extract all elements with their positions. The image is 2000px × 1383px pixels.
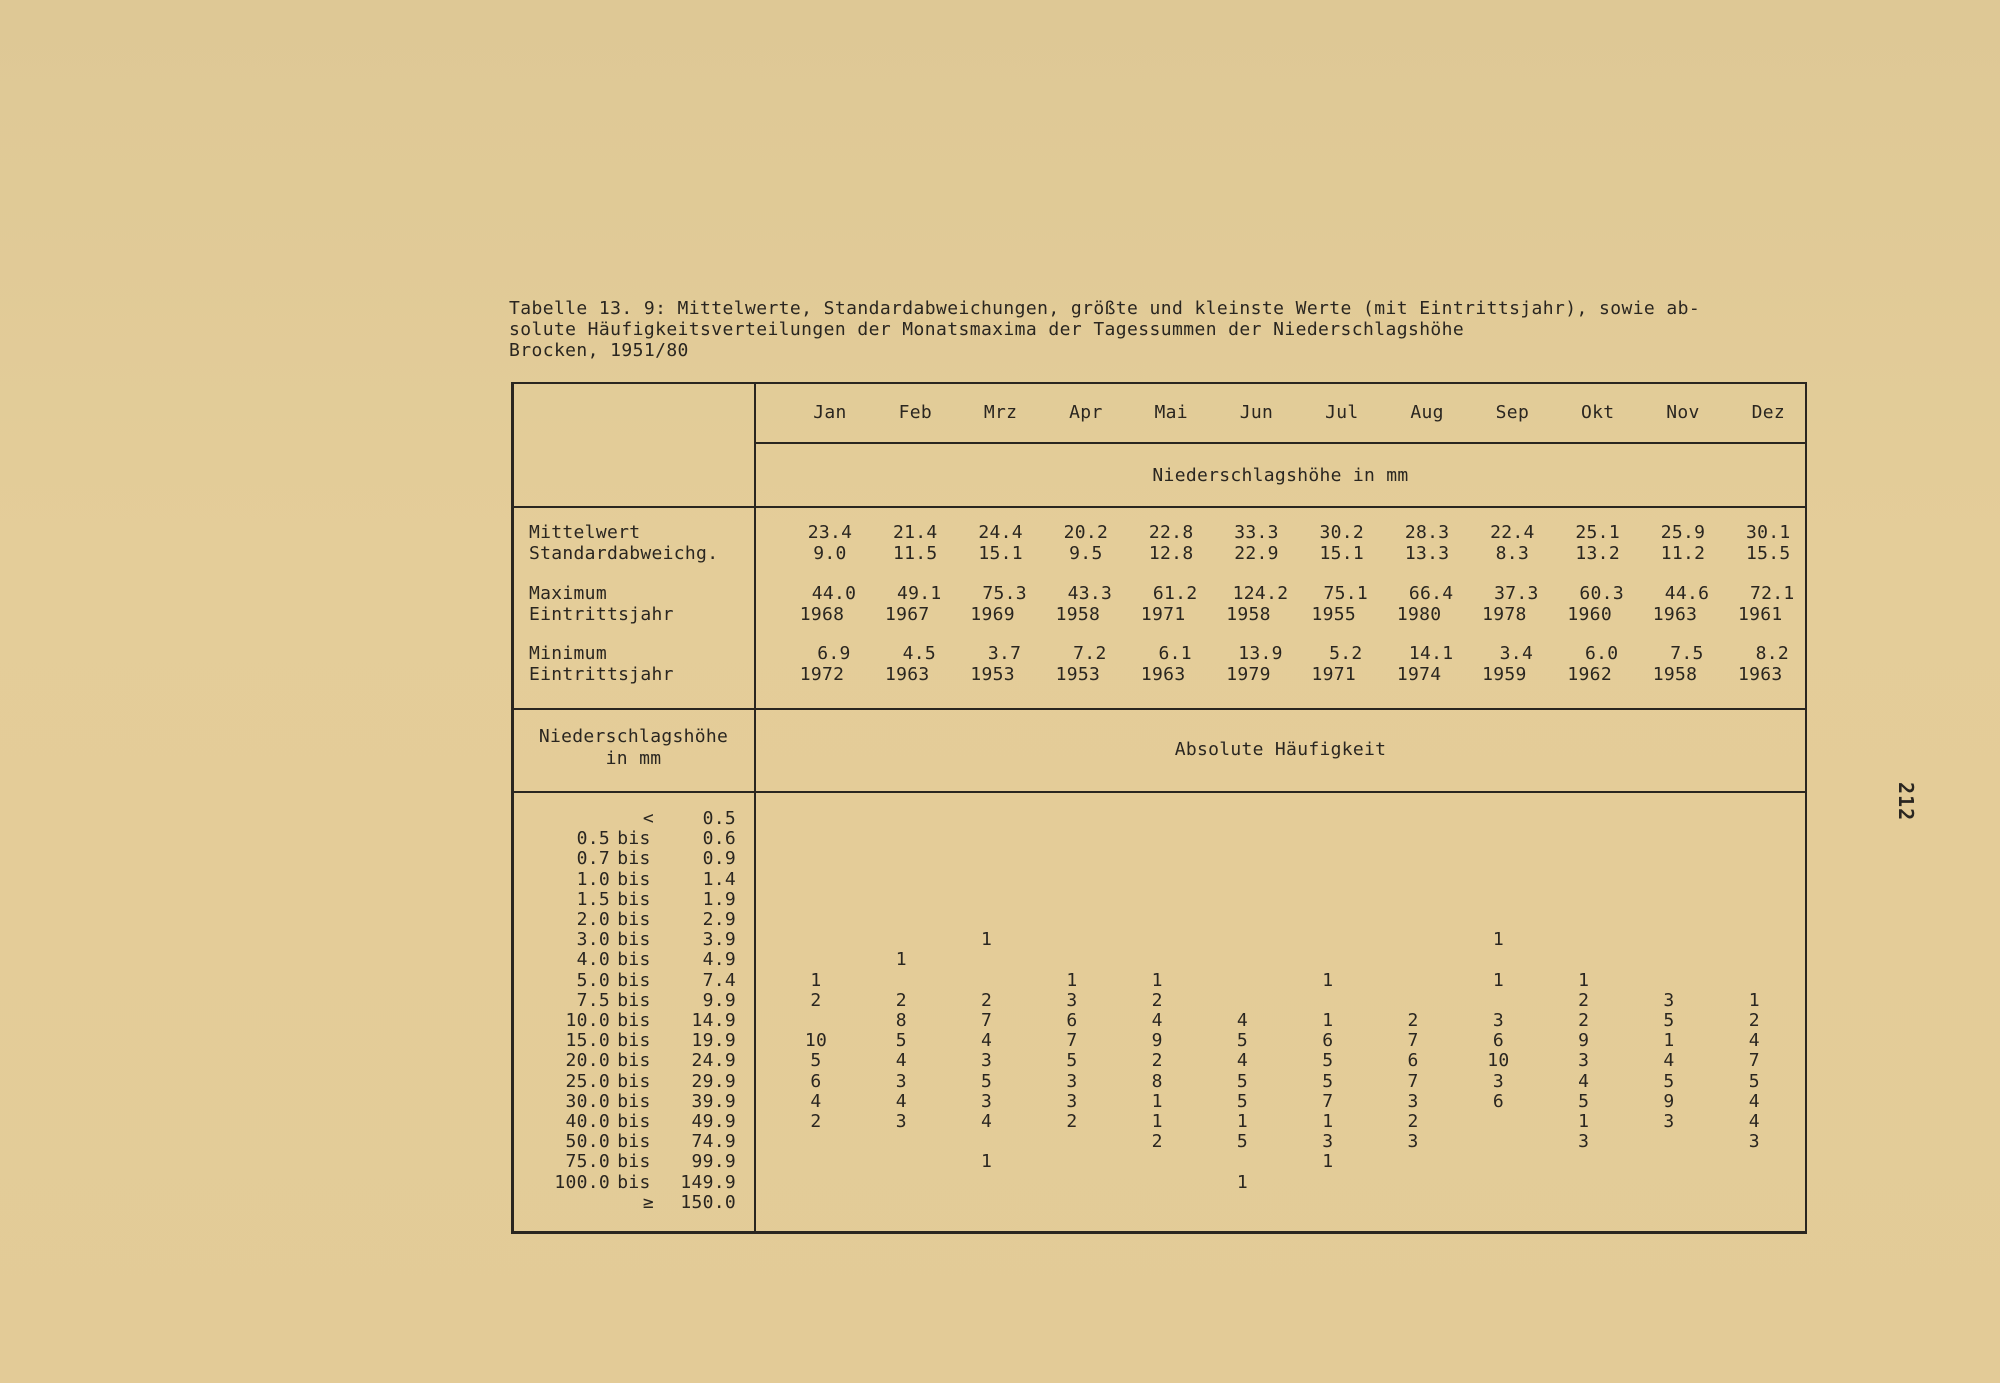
frequency-count: 7: [1748, 1050, 1760, 1072]
class-lower-bound: 0.5: [576, 828, 610, 850]
frequency-count: 5: [1322, 1070, 1334, 1092]
frequency-count: 3: [1663, 989, 1675, 1011]
minimum-value: 14.1: [1408, 643, 1454, 664]
frequency-count: 5: [1578, 1090, 1590, 1112]
caption-line-1: Tabelle 13. 9: Mittelwerte, Standardabweichungen, größte und kleinste Werte (mit Eintrittsjahr), sowie ab-: [509, 298, 1701, 319]
frequency-count: 5: [1236, 1090, 1249, 1112]
frequency-count: 3: [1066, 1090, 1078, 1112]
label-max-jahr: Eintrittsjahr: [529, 604, 674, 625]
maximum-value: 75.1: [1323, 583, 1369, 604]
frequency-count: 1: [1322, 1151, 1334, 1173]
class-lower-bound: 2.0: [576, 909, 610, 930]
min_jahr-value: 1963: [885, 664, 930, 685]
frequency-count: 1: [1066, 969, 1078, 991]
frequency-count: 4: [981, 1111, 993, 1132]
class-lower-bound: 0.7: [576, 848, 610, 870]
frequency-count: 4: [1748, 1111, 1760, 1132]
mittelwert-value: 28.3: [1404, 522, 1450, 543]
class-lower-bound: 10.0: [565, 1010, 610, 1031]
frequency-count: 4: [981, 1030, 993, 1052]
class-operator: ≥: [642, 1191, 654, 1213]
mittelwert-value: 21.4: [893, 522, 938, 543]
frequency-count: 3: [895, 1111, 907, 1132]
frequency-count: 1: [1748, 989, 1760, 1011]
freq-header-label-1: Niederschlagshöhe: [538, 726, 729, 747]
label-maximum: Maximum: [529, 583, 607, 604]
class-upper-bound: 150.0: [680, 1191, 736, 1213]
frequency-count: 3: [1578, 1050, 1590, 1072]
frequency-count: 3: [1407, 1090, 1419, 1112]
label-min-jahr: Eintrittsjahr: [529, 664, 674, 685]
class-upper-bound: 7.4: [702, 969, 736, 991]
class-operator: bis: [617, 848, 651, 870]
maximum-value: 44.6: [1664, 583, 1710, 604]
frequency-count: 8: [1151, 1070, 1163, 1092]
frequency-count: 1: [1236, 1111, 1249, 1132]
standardabw-value: 15.1: [978, 543, 1023, 564]
min_jahr-value: 1972: [799, 664, 845, 685]
frequency-count: 8: [895, 1010, 907, 1031]
frequency-count: 3: [1748, 1131, 1760, 1153]
class-operator: bis: [617, 1111, 651, 1132]
class-operator: bis: [617, 1131, 651, 1153]
mittelwert-value: 24.4: [978, 522, 1023, 543]
frequency-count: 5: [810, 1050, 822, 1072]
minimum-value: 6.1: [1158, 643, 1192, 664]
max_jahr-value: 1967: [885, 604, 930, 625]
frequency-count: 2: [810, 1111, 822, 1132]
frequency-count: 1: [1492, 929, 1504, 951]
class-upper-bound: 1.9: [702, 888, 736, 910]
standardabw-value: 9.5: [1069, 543, 1103, 564]
max_jahr-value: 1958: [1226, 604, 1271, 625]
label-standardabw: Standardabweichg.: [529, 543, 719, 564]
frequency-count: 4: [895, 1050, 907, 1072]
frequency-count: 1: [1322, 1111, 1334, 1132]
class-upper-bound: 149.9: [680, 1171, 736, 1193]
minimum-value: 8.2: [1755, 643, 1789, 664]
class-upper-bound: 0.9: [702, 848, 736, 870]
frequency-count: 4: [895, 1090, 907, 1112]
stats-bottom-rule: [513, 708, 1807, 710]
frequency-count: 7: [981, 1010, 993, 1031]
frequency-count: 9: [1151, 1030, 1163, 1052]
frequency-count: 2: [1578, 1010, 1590, 1031]
frequency-count: 6: [1492, 1030, 1504, 1052]
frequency-count: 1: [1578, 1111, 1590, 1132]
month-header-okt: Okt: [1580, 402, 1615, 423]
min_jahr-value: 1979: [1226, 664, 1271, 685]
min_jahr-value: 1963: [1140, 664, 1186, 685]
class-operator: bis: [617, 909, 651, 930]
caption-line-2: solute Häufigkeitsverteilungen der Monatsmaxima der Tagessummen der Niederschlagshöhe: [509, 319, 1465, 340]
class-operator: bis: [617, 1070, 651, 1092]
frequency-count: 3: [1663, 1111, 1675, 1132]
maximum-value: 37.3: [1494, 583, 1539, 604]
class-operator: bis: [617, 969, 651, 991]
frequency-count: 2: [981, 989, 993, 1011]
mittelwert-value: 22.4: [1490, 522, 1535, 543]
class-lower-bound: 20.0: [565, 1050, 610, 1072]
class-upper-bound: 0.6: [702, 828, 736, 850]
mittelwert-value: 30.1: [1746, 522, 1791, 543]
frequency-count: 5: [1322, 1050, 1334, 1072]
frequency-count: 5: [1236, 1030, 1249, 1052]
max_jahr-value: 1968: [799, 604, 845, 625]
maximum-value: 43.3: [1067, 583, 1113, 604]
class-operator: bis: [617, 1171, 651, 1193]
frequency-count: 3: [1322, 1131, 1334, 1153]
class-lower-bound: 100.0: [554, 1171, 610, 1193]
frequency-count: 1: [981, 1151, 993, 1173]
frequency-count: 4: [1663, 1050, 1675, 1072]
class-operator: bis: [617, 828, 651, 850]
class-upper-bound: 24.9: [691, 1050, 736, 1072]
mittelwert-value: 22.8: [1148, 522, 1194, 543]
max_jahr-value: 1971: [1140, 604, 1186, 625]
standardabw-value: 11.5: [893, 543, 938, 564]
min_jahr-value: 1971: [1311, 664, 1357, 685]
frequency-count: 1: [1663, 1030, 1675, 1052]
min_jahr-value: 1962: [1567, 664, 1612, 685]
month-header-dez: Dez: [1751, 402, 1785, 423]
frequency-count: 3: [1578, 1131, 1590, 1153]
frequency-count: 6: [1066, 1010, 1078, 1031]
label-minimum: Minimum: [529, 643, 607, 664]
class-lower-bound: 25.0: [565, 1070, 610, 1092]
frequency-count: 3: [1492, 1010, 1504, 1031]
maximum-value: 66.4: [1408, 583, 1454, 604]
frequency-count: 1: [1492, 969, 1504, 991]
class-operator: bis: [617, 888, 651, 910]
class-operator: bis: [617, 1010, 651, 1031]
frequency-count: 4: [1748, 1090, 1760, 1112]
min_jahr-value: 1963: [1738, 664, 1783, 685]
standardabw-value: 11.2: [1660, 543, 1706, 564]
max_jahr-value: 1958: [1055, 604, 1101, 625]
max_jahr-value: 1960: [1567, 604, 1612, 625]
month-header-mai: Mai: [1154, 402, 1188, 423]
class-operator: bis: [617, 1151, 651, 1173]
minimum-value: 13.9: [1238, 643, 1283, 664]
mittelwert-value: 30.2: [1319, 522, 1365, 543]
frequency-count: 7: [1066, 1030, 1078, 1052]
class-upper-bound: 14.9: [691, 1010, 736, 1031]
mittelwert-value: 25.9: [1660, 522, 1706, 543]
max_jahr-value: 1969: [970, 604, 1015, 625]
min_jahr-value: 1974: [1396, 664, 1442, 685]
standardabw-value: 15.5: [1746, 543, 1791, 564]
standardabw-value: 22.9: [1234, 543, 1279, 564]
class-upper-bound: 74.9: [691, 1131, 736, 1153]
frequency-count: 4: [1578, 1070, 1590, 1092]
frequency-count: 5: [1748, 1070, 1760, 1092]
month-header-jan: Jan: [813, 402, 847, 423]
frequency-count: 2: [1151, 1050, 1163, 1072]
standardabw-value: 15.1: [1319, 543, 1365, 564]
maximum-value: 60.3: [1579, 583, 1624, 604]
standardabw-value: 13.3: [1404, 543, 1450, 564]
frequency-count: 4: [810, 1090, 822, 1112]
class-operator: bis: [617, 868, 651, 890]
freq-header-label-2: in mm: [605, 748, 662, 769]
class-upper-bound: 19.9: [691, 1030, 736, 1052]
class-upper-bound: 2.9: [702, 909, 736, 930]
class-lower-bound: 3.0: [576, 929, 610, 951]
class-operator: bis: [617, 929, 651, 951]
frequency-count: 3: [1407, 1131, 1419, 1153]
frequency-count: 5: [1663, 1070, 1675, 1092]
frequency-count: 1: [1151, 1111, 1163, 1132]
frequency-count: 2: [1151, 1131, 1163, 1153]
frequency-count: 1: [895, 949, 907, 971]
class-upper-bound: 1.4: [702, 868, 736, 890]
class-lower-bound: 5.0: [576, 969, 610, 991]
frequency-count: 6: [810, 1070, 822, 1092]
standardabw-value: 12.8: [1148, 543, 1194, 564]
class-operator: <: [642, 808, 654, 829]
min_jahr-value: 1958: [1652, 664, 1698, 685]
standardabw-value: 9.0: [813, 543, 847, 564]
unit-header-rule: [513, 506, 1807, 508]
frequency-count: 3: [1066, 989, 1078, 1011]
max_jahr-value: 1955: [1311, 604, 1357, 625]
frequency-count: 2: [1066, 1111, 1078, 1132]
maximum-value: 75.3: [982, 583, 1027, 604]
class-lower-bound: 1.0: [576, 868, 610, 890]
class-lower-bound: 1.5: [576, 888, 610, 910]
max_jahr-value: 1961: [1738, 604, 1783, 625]
frequency-count: 2: [1578, 989, 1590, 1011]
frequency-count: 2: [1748, 1010, 1760, 1031]
minimum-value: 6.9: [817, 643, 851, 664]
mittelwert-value: 20.2: [1063, 522, 1109, 543]
label-mittelwert: Mittelwert: [529, 522, 641, 543]
month-header-rule: [754, 442, 1807, 444]
frequency-count: 7: [1407, 1030, 1419, 1052]
class-upper-bound: 99.9: [691, 1151, 736, 1173]
frequency-count: 4: [1236, 1010, 1249, 1031]
min_jahr-value: 1953: [1055, 664, 1101, 685]
minimum-value: 7.5: [1670, 643, 1704, 664]
frequency-count: 2: [1407, 1010, 1419, 1031]
minimum-value: 6.0: [1584, 643, 1619, 664]
mittelwert-value: 23.4: [807, 522, 853, 543]
frequency-count: 9: [1578, 1030, 1590, 1052]
caption-line-3: Brocken, 1951/80: [509, 340, 689, 361]
maximum-value: 72.1: [1750, 583, 1795, 604]
frequency-count: 2: [895, 989, 907, 1011]
label-column-divider: [754, 382, 756, 1234]
class-lower-bound: 50.0: [565, 1131, 610, 1153]
min_jahr-value: 1959: [1482, 664, 1527, 685]
frequency-count: 1: [1236, 1171, 1249, 1193]
frequency-count: 7: [1322, 1090, 1334, 1112]
frequency-count: 5: [1663, 1010, 1675, 1031]
class-upper-bound: 29.9: [691, 1070, 736, 1092]
maximum-value: 44.0: [811, 583, 857, 604]
class-operator: bis: [617, 1030, 651, 1052]
month-header-mrz: Mrz: [983, 402, 1018, 423]
minimum-value: 3.4: [1499, 643, 1534, 664]
standardabw-value: 13.2: [1575, 543, 1620, 564]
month-header-feb: Feb: [898, 402, 932, 423]
min_jahr-value: 1953: [970, 664, 1015, 685]
class-operator: bis: [617, 1090, 651, 1112]
freq-header-title: Absolute Häufigkeit: [1174, 739, 1387, 760]
class-upper-bound: 4.9: [702, 949, 736, 971]
month-header-sep: Sep: [1495, 402, 1530, 423]
standardabw-value: 8.3: [1495, 543, 1530, 564]
frequency-count: 4: [1748, 1030, 1760, 1052]
frequency-count: 3: [981, 1050, 993, 1072]
maximum-value: 61.2: [1152, 583, 1198, 604]
class-lower-bound: 4.0: [576, 949, 610, 971]
class-operator: bis: [617, 1050, 651, 1072]
class-upper-bound: 3.9: [702, 929, 736, 951]
frequency-count: 3: [1492, 1070, 1504, 1092]
mittelwert-value: 25.1: [1575, 522, 1620, 543]
frequency-count: 1: [810, 969, 822, 991]
frequency-count: 3: [1066, 1070, 1078, 1092]
frequency-count: 1: [1151, 969, 1163, 991]
frequency-count: 5: [1236, 1070, 1249, 1092]
class-lower-bound: 15.0: [565, 1030, 610, 1052]
frequency-count: 7: [1407, 1070, 1419, 1092]
frequency-count: 3: [981, 1090, 993, 1112]
frequency-count: 1: [1322, 1010, 1334, 1031]
frequency-count: 6: [1407, 1050, 1419, 1072]
table-caption: [509, 298, 1809, 361]
class-operator: bis: [617, 949, 651, 971]
month-header-jun: Jun: [1239, 402, 1274, 423]
class-lower-bound: 30.0: [565, 1090, 610, 1112]
frequency-count: 10: [804, 1030, 828, 1052]
frequency-count: 2: [810, 989, 822, 1011]
max_jahr-value: 1978: [1482, 604, 1527, 625]
frequency-count: 5: [1066, 1050, 1078, 1072]
frequency-count: 5: [981, 1070, 993, 1092]
class-upper-bound: 0.5: [702, 808, 736, 829]
class-lower-bound: 40.0: [565, 1111, 610, 1132]
frequency-count: 10: [1487, 1050, 1510, 1072]
class-operator: bis: [617, 989, 651, 1011]
frequency-count: 5: [895, 1030, 907, 1052]
frequency-count: 9: [1663, 1090, 1675, 1112]
maximum-value: 124.2: [1232, 583, 1289, 604]
frequency-count: 1: [1578, 969, 1590, 991]
month-header-apr: Apr: [1069, 402, 1103, 423]
unit-header: Niederschlagshöhe in mm: [1152, 465, 1409, 486]
minimum-value: 4.5: [902, 643, 936, 664]
frequency-count: 3: [895, 1070, 907, 1092]
max_jahr-value: 1980: [1396, 604, 1442, 625]
class-upper-bound: 9.9: [702, 989, 736, 1011]
page-number: 212: [1894, 782, 1918, 822]
class-lower-bound: 75.0: [565, 1151, 610, 1173]
mittelwert-value: 33.3: [1234, 522, 1279, 543]
frequency-count: 4: [1151, 1010, 1163, 1031]
frequency-count: 1: [1151, 1090, 1163, 1112]
frequency-count: 1: [1322, 969, 1334, 991]
frequency-count: 6: [1492, 1090, 1504, 1112]
frequency-count: 2: [1407, 1111, 1419, 1132]
frequency-count: 2: [1151, 989, 1163, 1011]
class-upper-bound: 49.9: [691, 1111, 736, 1132]
class-lower-bound: 7.5: [576, 989, 610, 1011]
class-upper-bound: 39.9: [691, 1090, 736, 1112]
minimum-value: 3.7: [987, 643, 1022, 664]
frequency-count: 4: [1236, 1050, 1249, 1072]
frequency-count: 5: [1236, 1131, 1249, 1153]
max_jahr-value: 1963: [1652, 604, 1698, 625]
frequency-count: 6: [1322, 1030, 1334, 1052]
frequency-count: 1: [981, 929, 993, 951]
month-header-aug: Aug: [1410, 402, 1444, 423]
month-header-nov: Nov: [1666, 402, 1700, 423]
freq-header-rule: [513, 791, 1807, 793]
maximum-value: 49.1: [897, 583, 942, 604]
minimum-value: 7.2: [1073, 643, 1107, 664]
minimum-value: 5.2: [1329, 643, 1363, 664]
month-header-jul: Jul: [1325, 402, 1359, 423]
